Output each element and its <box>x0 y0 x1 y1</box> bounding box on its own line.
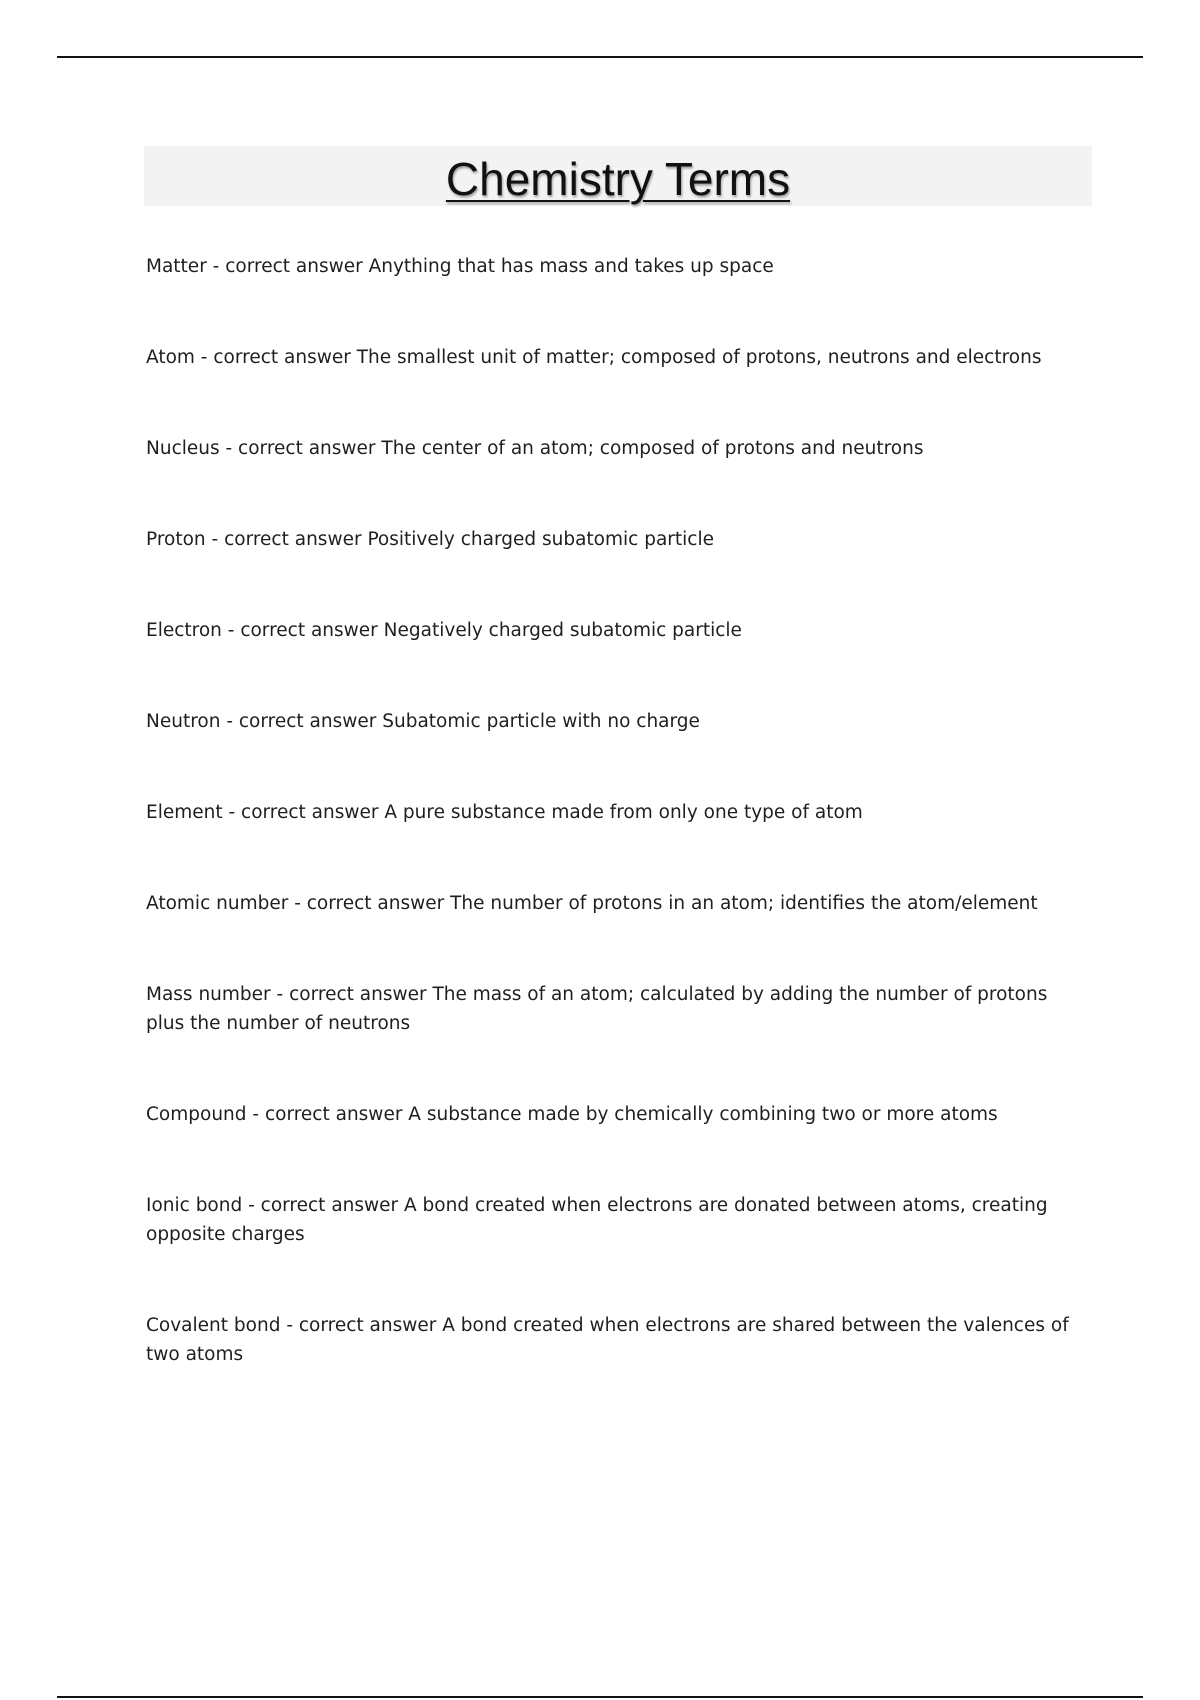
term-entry: Atom - correct answer The smallest unit of matter; composed of protons, neutrons and electrons <box>146 347 1042 368</box>
top-rule <box>57 56 1143 58</box>
term-entry: Mass number - correct answer The mass of an atom; calculated by adding the number of protons plus the number of neutrons <box>146 984 1048 1034</box>
term-entry: Nucleus - correct answer The center of an atom; composed of protons and neutrons <box>146 438 924 459</box>
term-entry: Element - correct answer A pure substance made from only one type of atom <box>146 802 863 823</box>
term-entry: Ionic bond - correct answer A bond created when electrons are donated between atoms, creating opposite charges <box>146 1195 1048 1245</box>
term-entry: Neutron - correct answer Subatomic particle with no charge <box>146 711 700 732</box>
title-banner <box>144 146 1092 206</box>
bottom-rule <box>57 1696 1143 1698</box>
term-entry: Matter - correct answer Anything that has mass and takes up space <box>146 256 774 277</box>
term-entry: Proton - correct answer Positively charged subatomic particle <box>146 529 714 550</box>
page-title: Chemistry Terms <box>445 153 791 205</box>
term-entry: Covalent bond - correct answer A bond created when electrons are shared between the valences of two atoms <box>146 1315 1069 1365</box>
term-entry: Electron - correct answer Negatively charged subatomic particle <box>146 620 742 641</box>
term-entry: Atomic number - correct answer The number of protons in an atom; identifies the atom/element <box>146 893 1038 914</box>
term-entry: Compound - correct answer A substance made by chemically combining two or more atoms <box>146 1104 998 1125</box>
terms-list <box>146 252 1086 1369</box>
